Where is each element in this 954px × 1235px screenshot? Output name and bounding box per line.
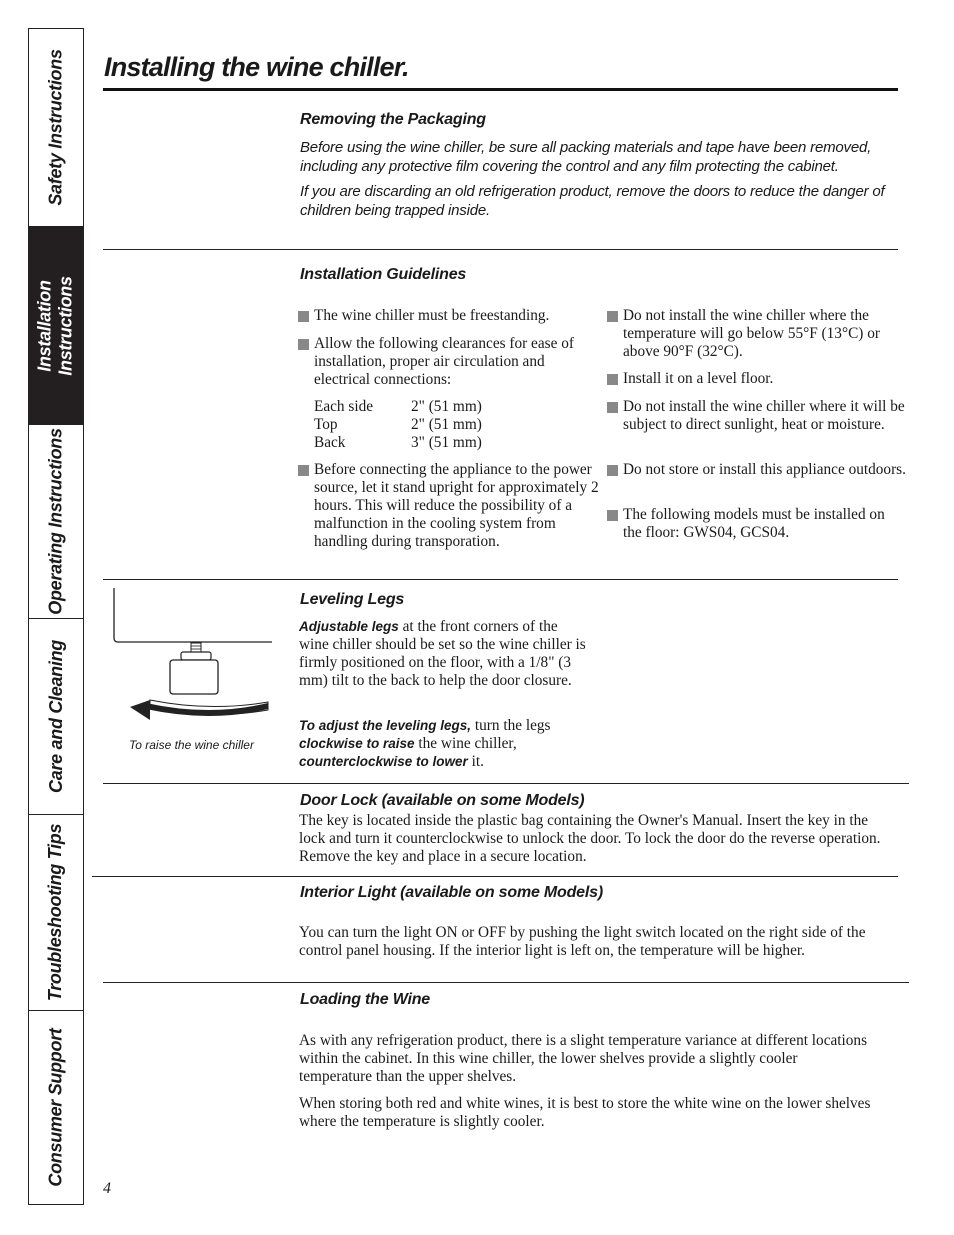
- title-rule: [103, 88, 898, 91]
- side-tab-column: [28, 28, 84, 1205]
- square-bullet-icon: [607, 510, 618, 521]
- guideline-item: Before connecting the appliance to the power source, let it stand upright for approximately 2 hours. This will reduce the possibility of a malfunction in the cooling system from handling during transporation.: [298, 461, 604, 551]
- square-bullet-icon: [298, 465, 309, 476]
- tab-label: Safety Instructions: [45, 49, 66, 206]
- page-title: Installing the wine chiller.: [104, 52, 409, 82]
- tab-consumer-support[interactable]: [29, 1011, 83, 1204]
- tab-operating-instructions[interactable]: [29, 425, 83, 619]
- packaging-heading: Removing the Packaging: [300, 111, 486, 128]
- guideline-item: Do not install the wine chiller where it will be subject to direct sunlight, heat or moisture.: [607, 398, 906, 434]
- guideline-item: Do not store or install this appliance outdoors.: [607, 461, 906, 479]
- tab-label: Operating Instructions: [45, 428, 66, 615]
- loading-paragraph-1: As with any refrigeration product, there is a slight temperature variance at different locations within the cabinet. In this wine chiller, the lower shelves provide a slightly cooler temperature than the upper shelves.: [299, 1032, 868, 1085]
- tab-label: Installation Instructions: [35, 275, 76, 376]
- clearance-row: Each side 2" (51 mm): [314, 398, 482, 415]
- illustration-caption: To raise the wine chiller: [129, 738, 254, 752]
- square-bullet-icon: [607, 374, 618, 385]
- tab-label: Consumer Support: [45, 1028, 66, 1187]
- packaging-paragraph-1: Before using the wine chiller, be sure all packing materials and tape have been removed, including any protective film covering the control and any film protecting the cabinet.: [300, 139, 872, 175]
- packaging-paragraph-2: If you are discarding an old refrigeration product, remove the doors to reduce the danger of children being trapped inside.: [300, 183, 885, 219]
- leveling-leg-illustration: [110, 586, 276, 736]
- guideline-item: Do not install the wine chiller where the temperature will go below 55°F (13°C) or above 90°F (32°C).: [607, 307, 906, 361]
- tab-troubleshooting-tips[interactable]: [29, 815, 83, 1011]
- section-divider: [103, 579, 898, 580]
- leveling-paragraph-2: To adjust the leveling legs, turn the legs clockwise to raise the wine chiller, counterclockwise to lower it.: [299, 717, 551, 770]
- leveling-paragraph-1: Adjustable legs at the front corners of the wine chiller should be set so the wine chiller is firmly positioned on the floor, with a 1/8" (3 mm) tilt to the back to help the door closure.: [299, 618, 586, 689]
- tab-installation-instructions[interactable]: [29, 227, 83, 425]
- leveling-heading: Leveling Legs: [300, 591, 405, 608]
- tab-label: Troubleshooting Tips: [45, 823, 66, 1002]
- clearance-table: [314, 398, 482, 452]
- doorlock-heading: Door Lock (available on some Models): [300, 792, 585, 809]
- section-divider: [103, 982, 909, 983]
- guideline-item: Install it on a level floor.: [607, 370, 906, 388]
- guidelines-heading: Installation Guidelines: [300, 266, 467, 283]
- doorlock-paragraph: The key is located inside the plastic bag containing the Owner's Manual. Insert the key in the lock and turn it counterclockwise to unlock the door. To lock the door do the reverse operation. Remove the key and place in a secure location.: [299, 812, 881, 865]
- section-divider: [92, 876, 898, 877]
- loading-paragraph-2: When storing both red and white wines, it is best to store the white wine on the lower shelves where the temperature is slightly cooler.: [299, 1095, 871, 1130]
- clearance-row: Top 2" (51 mm): [314, 416, 482, 433]
- section-divider: [103, 783, 909, 784]
- loading-heading: Loading the Wine: [300, 991, 430, 1008]
- guideline-item: The wine chiller must be freestanding.: [298, 307, 604, 325]
- square-bullet-icon: [607, 465, 618, 476]
- square-bullet-icon: [607, 311, 618, 322]
- page-number: 4: [103, 1180, 111, 1197]
- guideline-item: Allow the following clearances for ease of installation, proper air circulation and electrical connections:: [298, 335, 604, 389]
- square-bullet-icon: [298, 339, 309, 350]
- light-heading: Interior Light (available on some Models): [300, 884, 603, 901]
- guideline-item: The following models must be installed on the floor: GWS04, GCS04.: [607, 506, 906, 542]
- light-paragraph: You can turn the light ON or OFF by pushing the light switch located on the right side of the control panel housing. If the interior light is left on, the temperature will be higher.: [299, 924, 866, 959]
- square-bullet-icon: [607, 402, 618, 413]
- tab-care-and-cleaning[interactable]: [29, 619, 83, 815]
- clearance-row: Back 3" (51 mm): [314, 434, 482, 451]
- tab-label: Care and Cleaning: [45, 640, 66, 793]
- tab-safety-instructions[interactable]: [29, 29, 83, 227]
- section-divider: [103, 249, 898, 250]
- square-bullet-icon: [298, 311, 309, 322]
